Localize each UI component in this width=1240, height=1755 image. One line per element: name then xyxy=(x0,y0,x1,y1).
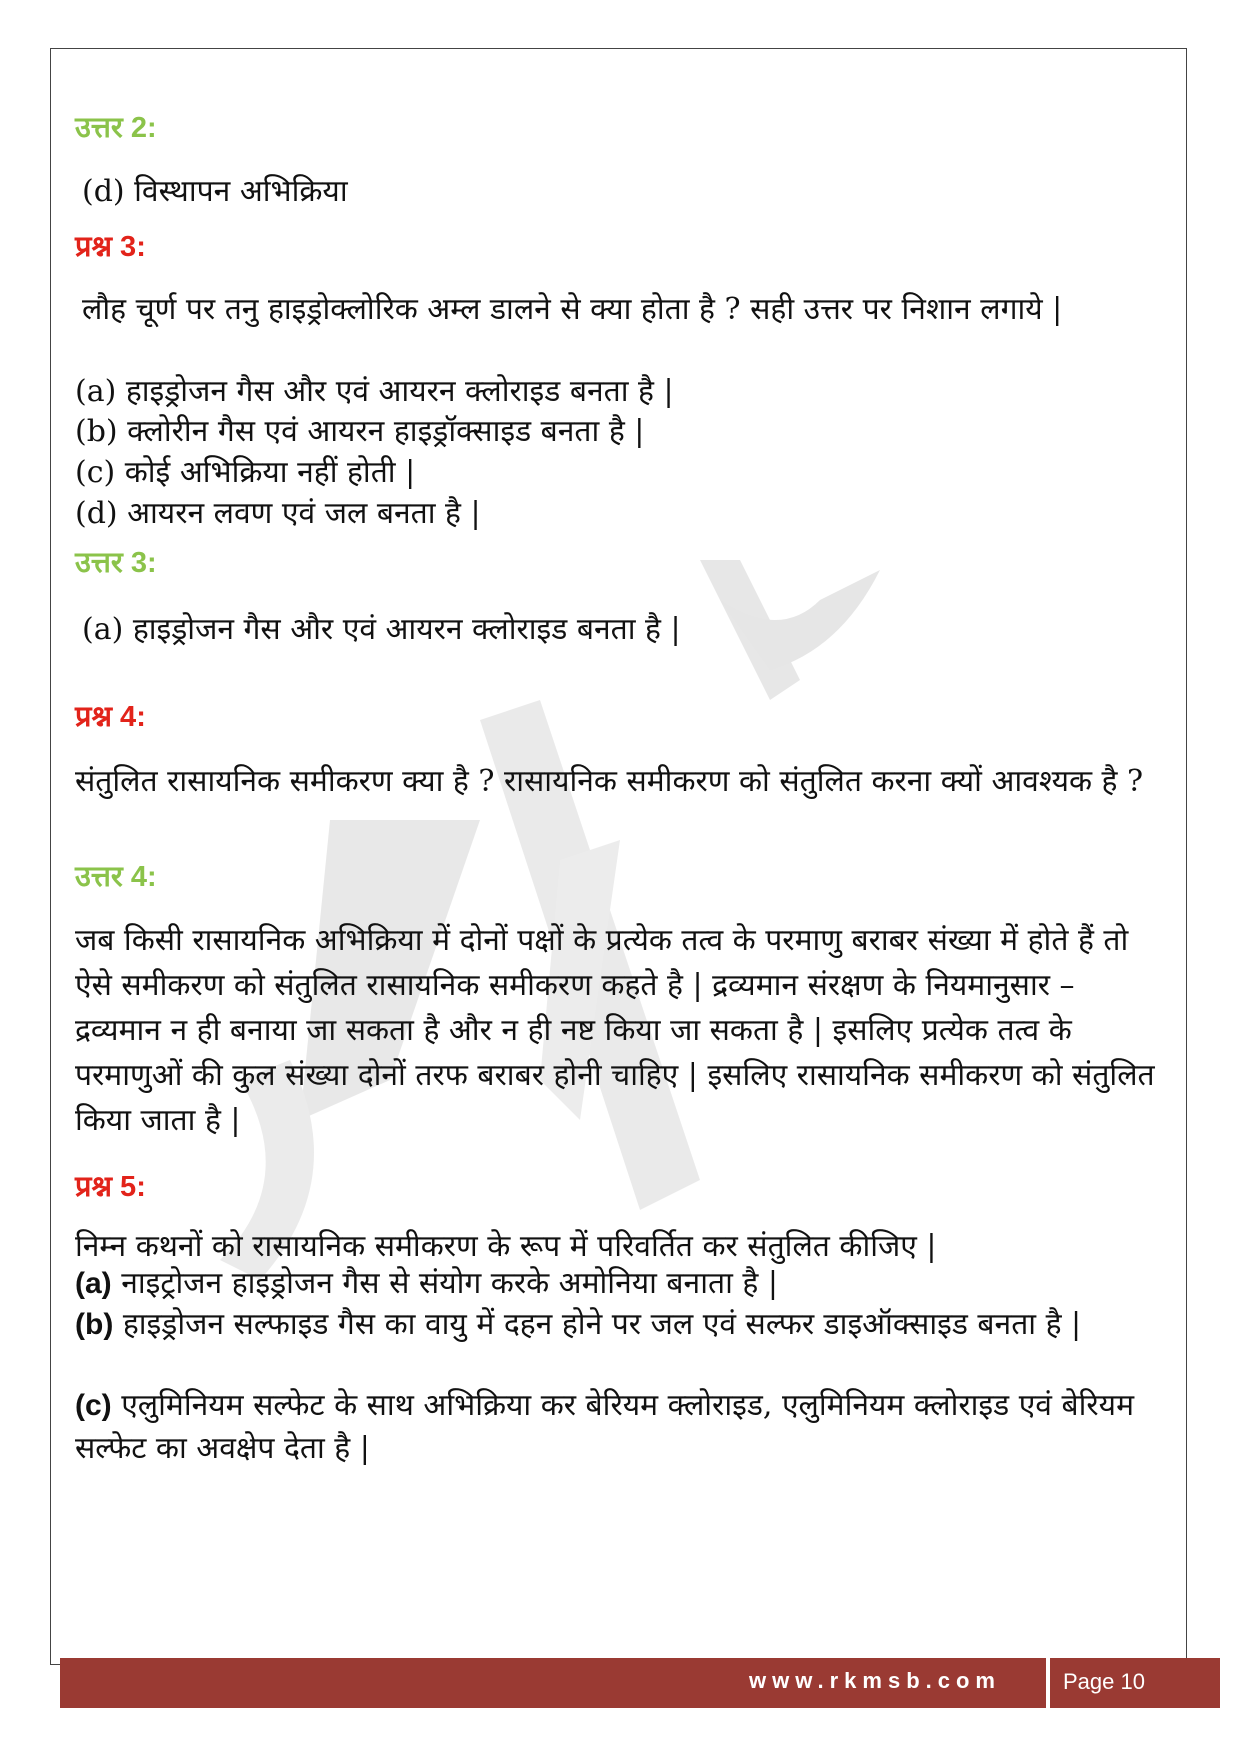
question-3-option-b: (b) क्लोरीन गैस एवं आयरन हाइड्रॉक्साइड बनता है | xyxy=(75,414,645,449)
question-3-heading: प्रश्न 3: xyxy=(75,231,146,263)
question-4-heading: प्रश्न 4: xyxy=(75,701,146,733)
answer-4-heading: उत्तर 4: xyxy=(75,861,157,893)
question-5-item-b xyxy=(75,1303,1160,1346)
item-text: हाइड्रोजन सल्फाइड गैस का वायु में दहन होने पर जल एवं सल्फर डाइऑक्साइड बनता है | xyxy=(113,1307,1082,1342)
footer-bar xyxy=(60,1658,1220,1708)
question-4-text: संतुलित रासायनिक समीकरण क्या है ? रासायनिक समीकरण को संतुलित करना क्यों आवश्यक है ? xyxy=(75,764,1144,799)
question-3-option-c: (c) कोई अभिक्रिया नहीं होती | xyxy=(75,455,416,490)
question-3-option-a: (a) हाइड्रोजन गैस और एवं आयरन क्लोराइड बनता है | xyxy=(75,374,674,409)
question-3-text: लौह चूर्ण पर तनु हाइड्रोक्लोरिक अम्ल डालने से क्या होता है ? सही उत्तर पर निशान लगाये | xyxy=(82,292,1063,327)
item-label: (a) xyxy=(75,1267,112,1300)
answer-2-text: (d) विस्थापन अभिक्रिया xyxy=(82,174,348,209)
item-text: नाइट्रोजन हाइड्रोजन गैस से संयोग करके अमोनिया बनाता है | xyxy=(111,1266,778,1301)
question-3-option-d: (d) आयरन लवण एवं जल बनता है | xyxy=(75,496,481,531)
answer-4-text: जब किसी रासायनिक अभिक्रिया में दोनों पक्षों के प्रत्येक तत्व के परमाणु बराबर संख्या में होते हैं तो ऐसे समीकरण को संतुलित रासायनिक समीकरण कहते है | द्रव्यमान संरक्षण के नियमानुसार – द्रव्यमान न ही बनाया जा सकता है और न ही नष्ट किया जा सकता है | इसलिए प्रत्येक तत्व के परमाणुओं की कुल संख्या दोनों तरफ बराबर होनी चाहिए | इसलिए रासायनिक समीकरण को संतुलित किया जाता है | xyxy=(75,923,1155,1138)
question-5-text: निम्न कथनों को रासायनिक समीकरण के रूप में परिवर्तित कर संतुलित कीजिए | xyxy=(75,1229,937,1264)
item-label: (b) xyxy=(75,1308,114,1341)
answer-3-text: (a) हाइड्रोजन गैस और एवं आयरन क्लोराइड बनता है | xyxy=(82,612,681,647)
answer-2-heading: उत्तर 2: xyxy=(75,112,157,144)
question-5-item-c xyxy=(75,1384,1160,1470)
item-label: (c) xyxy=(75,1389,112,1422)
footer-divider xyxy=(1046,1658,1050,1708)
question-5-heading: प्रश्न 5: xyxy=(75,1171,146,1203)
item-text: एलुमिनियम सल्फेट के साथ अभिक्रिया कर बेरियम क्लोराइड, एलुमिनियम क्लोराइड एवं बेरियम सल्फेट का अवक्षेप देता है | xyxy=(75,1388,1135,1466)
question-5-item-a xyxy=(75,1262,1160,1305)
page-number: Page 10 xyxy=(1063,1669,1145,1694)
footer-website-link[interactable]: www.rkmsb.com xyxy=(748,1668,1001,1693)
answer-3-heading: उत्तर 3: xyxy=(75,547,157,579)
